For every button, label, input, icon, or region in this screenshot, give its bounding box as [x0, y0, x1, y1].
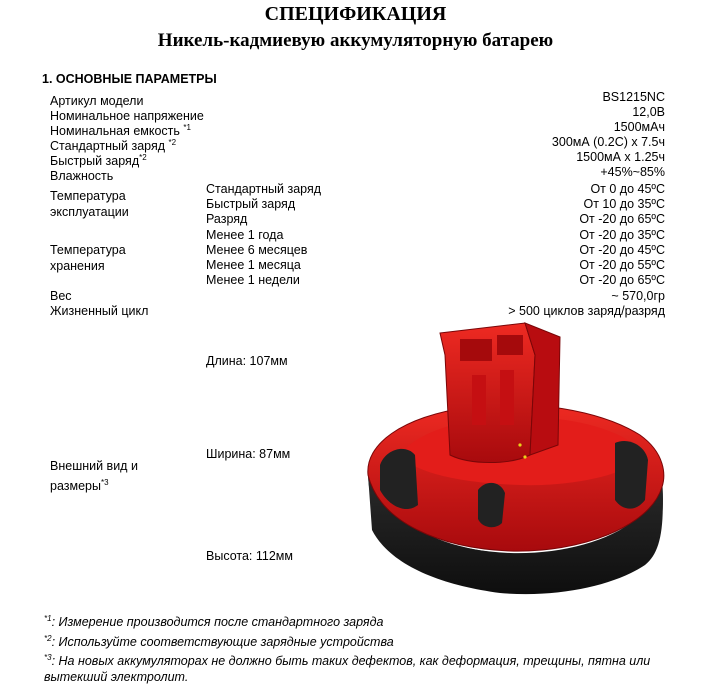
op-temp-condition: Разряд: [206, 212, 248, 226]
storage-temp-label: Температура: [50, 243, 126, 257]
op-temp-condition: Быстрый заряд: [206, 197, 296, 211]
param-value: 1500мА х 1.25ч: [576, 150, 665, 164]
storage-temp-value: От -20 до 55ºС: [579, 258, 665, 272]
param-label: Стандартный заряд $^{*2}$: [50, 138, 177, 154]
param-label: Номинальное напряжение: [50, 109, 204, 124]
footnotes: [44, 611, 674, 685]
storage-temp-condition: Менее 1 месяца: [206, 258, 301, 272]
appearance-label: Внешний вид и: [50, 459, 138, 473]
param-label: Влажность: [50, 169, 114, 184]
footnote: $^{*1}$: Измерение производится после стандартного заряда: [44, 614, 384, 630]
param-value: 300мА (0.2С) х 7.5ч: [551, 135, 665, 149]
op-temp-label: Температура: [50, 189, 126, 203]
param-value: 1500мАч: [613, 120, 665, 134]
param-value: 12,0В: [632, 105, 665, 119]
param-value: +45%~85%: [600, 165, 665, 179]
param-label: Номинальная емкость $^{*1}$: [50, 123, 191, 139]
storage-temp-value: От -20 до 45ºС: [579, 243, 665, 257]
storage-temp-value: От -20 до 35ºС: [579, 228, 665, 242]
footnote: $^{*2}$: Используйте соответствующие зарядные устройства: [44, 633, 394, 649]
param-label: Быстрый заряд$^{*2}$: [50, 153, 147, 169]
op-temp-condition: Стандартный заряд: [206, 182, 322, 196]
op-temp-label: эксплуатации: [50, 205, 129, 219]
dimension-length: Длина: 107мм: [206, 354, 288, 368]
param-value: BS1215NC: [602, 90, 665, 104]
storage-temp-value: От -20 до 65ºС: [579, 273, 665, 287]
weight-label: Вес: [50, 289, 72, 303]
dimension-width: Ширина: 87мм: [206, 447, 291, 461]
weight-value: ~ 570,0гр: [611, 289, 665, 303]
appearance-label: размеры$^{*3}$: [50, 478, 109, 494]
life-cycle-label: Жизненный цикл: [50, 304, 149, 318]
storage-temp-condition: Менее 6 месяцев: [206, 243, 308, 257]
storage-temp-label: хранения: [50, 259, 105, 273]
op-temp-value: От -20 до 65ºС: [579, 212, 665, 226]
storage-temp-condition: Менее 1 года: [206, 228, 284, 242]
op-temp-value: От 10 до 35ºС: [583, 197, 665, 211]
battery-image: [360, 315, 670, 605]
section-title: 1. ОСНОВНЫЕ ПАРАМЕТРЫ: [42, 72, 217, 86]
param-label: Артикул модели: [50, 94, 144, 109]
footnote: $^{*3}$: На новых аккумуляторах не должно быть таких дефектов, как деформация, трещины, пятна или вытекший электролит.: [44, 653, 651, 684]
op-temp-value: От 0 до 45ºС: [590, 182, 665, 196]
page-subtitle: Никель-кадмиевую аккумуляторную батарею: [157, 30, 554, 51]
life-cycle-value: > 500 циклов заряд/разряд: [508, 304, 665, 318]
storage-temp-condition: Менее 1 недели: [206, 273, 300, 287]
page-title: СПЕЦИФИКАЦИЯ: [264, 3, 447, 25]
dimension-height: Высота: 112мм: [206, 549, 293, 563]
